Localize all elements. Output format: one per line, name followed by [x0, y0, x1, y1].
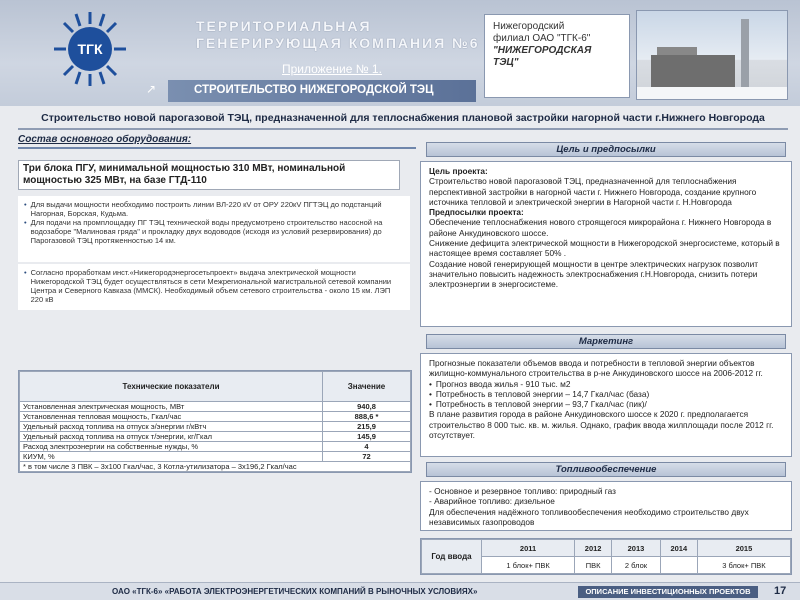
table-row: Установленная электрическая мощность, МВт 940,8: [20, 402, 411, 412]
list-item: • Согласно проработкам инст.«Нижегородэнергосетьпроект» выдача электрической мощности Нижегородской ТЭЦ будет осуществляться в сети Межрегиональной магистральной сетевой компании Центра и Северного Кавказа (ММСК). Необходимый объем сетевого строительства - около 15 км. ЛЭП 220 кВ: [24, 268, 392, 304]
table-header: Значение: [323, 372, 411, 402]
logo-text: ТГК: [77, 41, 103, 57]
panel-title: Топливообеспечение: [426, 462, 786, 477]
panel-title: Маркетинг: [426, 334, 786, 349]
table-header: Технические показатели: [20, 372, 323, 402]
list-item: • Для подачи на промплощадку ПГ ТЭЦ технической воды предусмотрено строительство насосной на водозаборе "Малиновая гряда" и прокладку двух водоводов (исходя из условий резервирования) до Парогазовой ТЭЦ протяженностью 14 км.: [24, 218, 383, 245]
blocks-text: Три блока ПГУ, минимальной мощностью 310 МВт, номинальной мощностью 325 МВт, на базе ГТД-110: [18, 160, 400, 190]
table-row: Расход электроэнергии на собственные нужды, % 4: [20, 442, 411, 452]
table-row: [20, 462, 411, 472]
tech-table: [18, 370, 412, 473]
list-item: • Потребность в тепловой энергии – 93,7 Гкал/час (пик)/: [429, 399, 647, 410]
footnote: * в том числе 3 ПВК – 3х100 Гкал/час, 3 Котла-утилизатора – 3х196,2 Гкал/час: [20, 462, 411, 472]
equipment-title: Состав основного оборудования:: [18, 134, 192, 145]
table-row: Установленная тепловая мощность, Гкал/час 888,6 *: [20, 412, 411, 422]
company-logo: [36, 6, 144, 92]
company-name: ТЕРРИТОРИАЛЬНАЯ ГЕНЕРИРУЮЩАЯ КОМПАНИЯ №6: [196, 18, 480, 51]
divider: [18, 128, 788, 130]
footer-text: ОАО «ТГК-6» «РАБОТА ЭЛЕКТРОЭНЕРГЕТИЧЕСКИХ КОМПАНИЙ В РЫНОЧНЫХ УСЛОВИЯХ»: [112, 587, 478, 596]
page-number: 17: [774, 585, 787, 597]
table-header: Год ввода: [422, 540, 482, 574]
investment-projects-button[interactable]: ОПИСАНИЕ ИНВЕСТИЦИОННЫХ ПРОЕКТОВ: [578, 586, 758, 598]
page-title: Строительство новой парогазовой ТЭЦ, предназначенной для теплоснабжения плановой застройки нагорной части г.Нижнего Новгорода: [41, 112, 765, 124]
header: [0, 0, 800, 106]
footer: [0, 582, 800, 600]
panel-title: Цель и предпосылки: [426, 142, 786, 157]
bullets-list-2: [18, 264, 410, 310]
arrow-icon: ↗: [146, 82, 157, 96]
table-row: КИУМ, % 72: [20, 452, 411, 462]
table-row: Удельный расход топлива на отпуск э/энергии г/кВтч 215,9: [20, 422, 411, 432]
fuel-panel: Топливообеспечение - Основное и резервное топливо: природный газ - Аварийное топливо: дизельное Для обеспечения надёжного топливообеспечения необходимо строительство двух независимых газопроводов: [420, 462, 792, 531]
branch-box: Нижегородский филиал ОАО "ТГК-6" "НИЖЕГОРОДСКАЯ ТЭЦ": [484, 14, 630, 98]
goal-panel: Цель и предпосылки Цель проекта: Строительство новой парогазовой ТЭЦ, предназначенной для теплоснабжения перспективной застройки в нагорной части г. Нижнего Новгорода, создание крупного источника тепловой и электрической энергии в Нагорной части г. Н.Новгорода Предпосылки проекта: Обеспечение теплоснабжения нового строящегося микрорайона г. Нижнего Новгорода в районе Анкудиновского шоссе. Снижение дефицита электрической мощности в Нижегородской энергосистеме, который в настоящее время составляет 50% . Создание новой генерирующей мощности в центре электрических нагрузок позволит значительно повысить надежность электроснабжения г.Н.Новгорода, снизить потери электроэнергии в энергосистеме.: [420, 142, 792, 327]
list-item: • Для выдачи мощности необходимо построить линии ВЛ-220 кV от ОРУ 220кV ПГТЭЦ до подстанций Нагорная, Борская, Кудьма.: [24, 200, 382, 218]
table-row: 1 блок+ ПВК ПВК 2 блок 3 блок+ ПВК: [422, 557, 791, 574]
commissioning-table: Год ввода 2011 2012 2013 2014 2015 1 блок+ ПВК ПВК 2 блок 3 блок+ ПВК: [420, 538, 792, 575]
marketing-panel: Маркетинг Прогнозные показатели объемов ввода и потребности в тепловой энергии объектов жилищно-коммунального строительства в р-не Анкудиновского шоссе на 2006-2012 гг. • Прогноз ввода жилья - 910 тыс. м2 • Потребность в тепловой энергии – 14,7 Гкал/час (база) • Потребность в тепловой энергии – 93,7 Гкал/час (пик)/ В плане развития города в районе Анкудиновского шоссе к 2020 г. предполагается строительство 8 000 тыс. кв. м. жилья. Однако, график ввода жилплощади после 2012 гг. отсутствует.: [420, 334, 792, 457]
list-item: • Прогноз ввода жилья - 910 тыс. м2: [429, 378, 571, 389]
list-item: • Потребность в тепловой энергии – 14,7 Гкал/час (база): [429, 388, 650, 399]
table-row: Удельный расход топлива на отпуск т/энергии, кг/Гкал 145,9: [20, 432, 411, 442]
appendix-label: Приложение № 1.: [282, 62, 382, 76]
divider: [18, 147, 416, 149]
plant-photo: [636, 10, 788, 100]
bullets-list-1: [18, 196, 410, 262]
section-title: СТРОИТЕЛЬСТВО НИЖЕГОРОДСКОЙ ТЭЦ: [168, 80, 476, 102]
